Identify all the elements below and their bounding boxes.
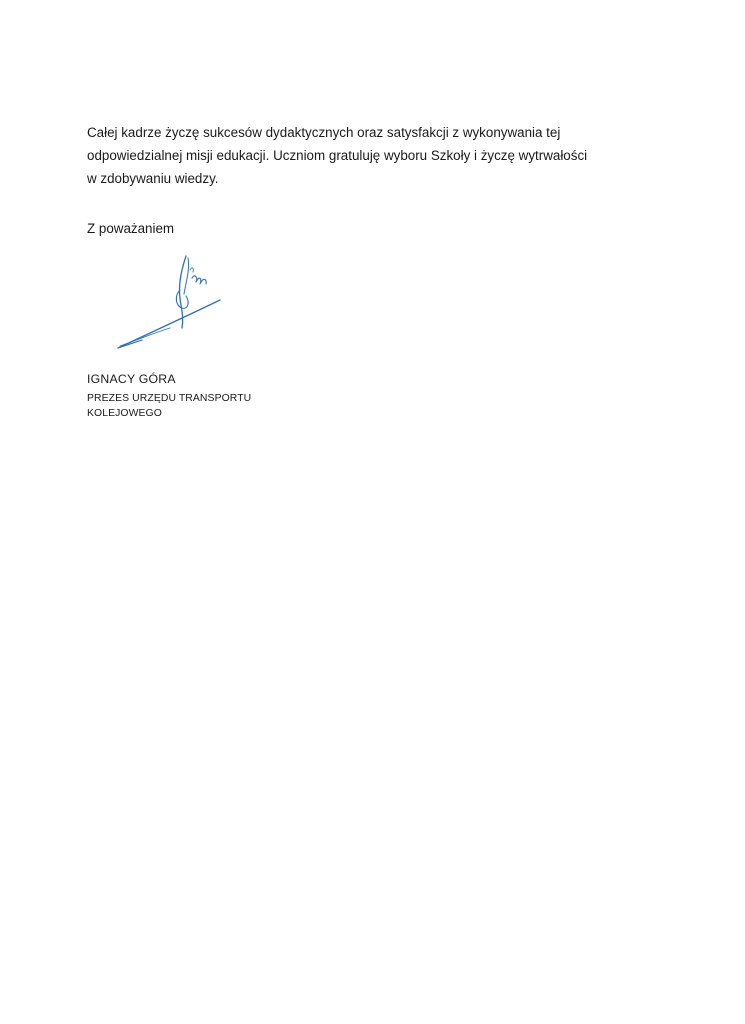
- body-line: w zdobywaniu wiedzy.: [87, 171, 219, 186]
- body-line: Całej kadrze życzę sukcesów dydaktycznych oraz satysfakcji z wykonywania tej: [87, 125, 561, 140]
- handwritten-signature: [112, 250, 232, 355]
- signer-position-line: PREZES URZĘDU TRANSPORTU: [87, 393, 252, 404]
- closing-phrase: Z poważaniem: [87, 221, 175, 236]
- signer-position-line: KOLEJOWEGO: [87, 408, 162, 419]
- letter-body: [87, 121, 647, 190]
- body-line: odpowiedzialnej misji edukacji. Uczniom gratuluję wyboru Szkoły i życzę wytrwałości: [87, 148, 588, 163]
- signer-position: [87, 391, 287, 421]
- signer-name: IGNACY GÓRA: [87, 372, 176, 386]
